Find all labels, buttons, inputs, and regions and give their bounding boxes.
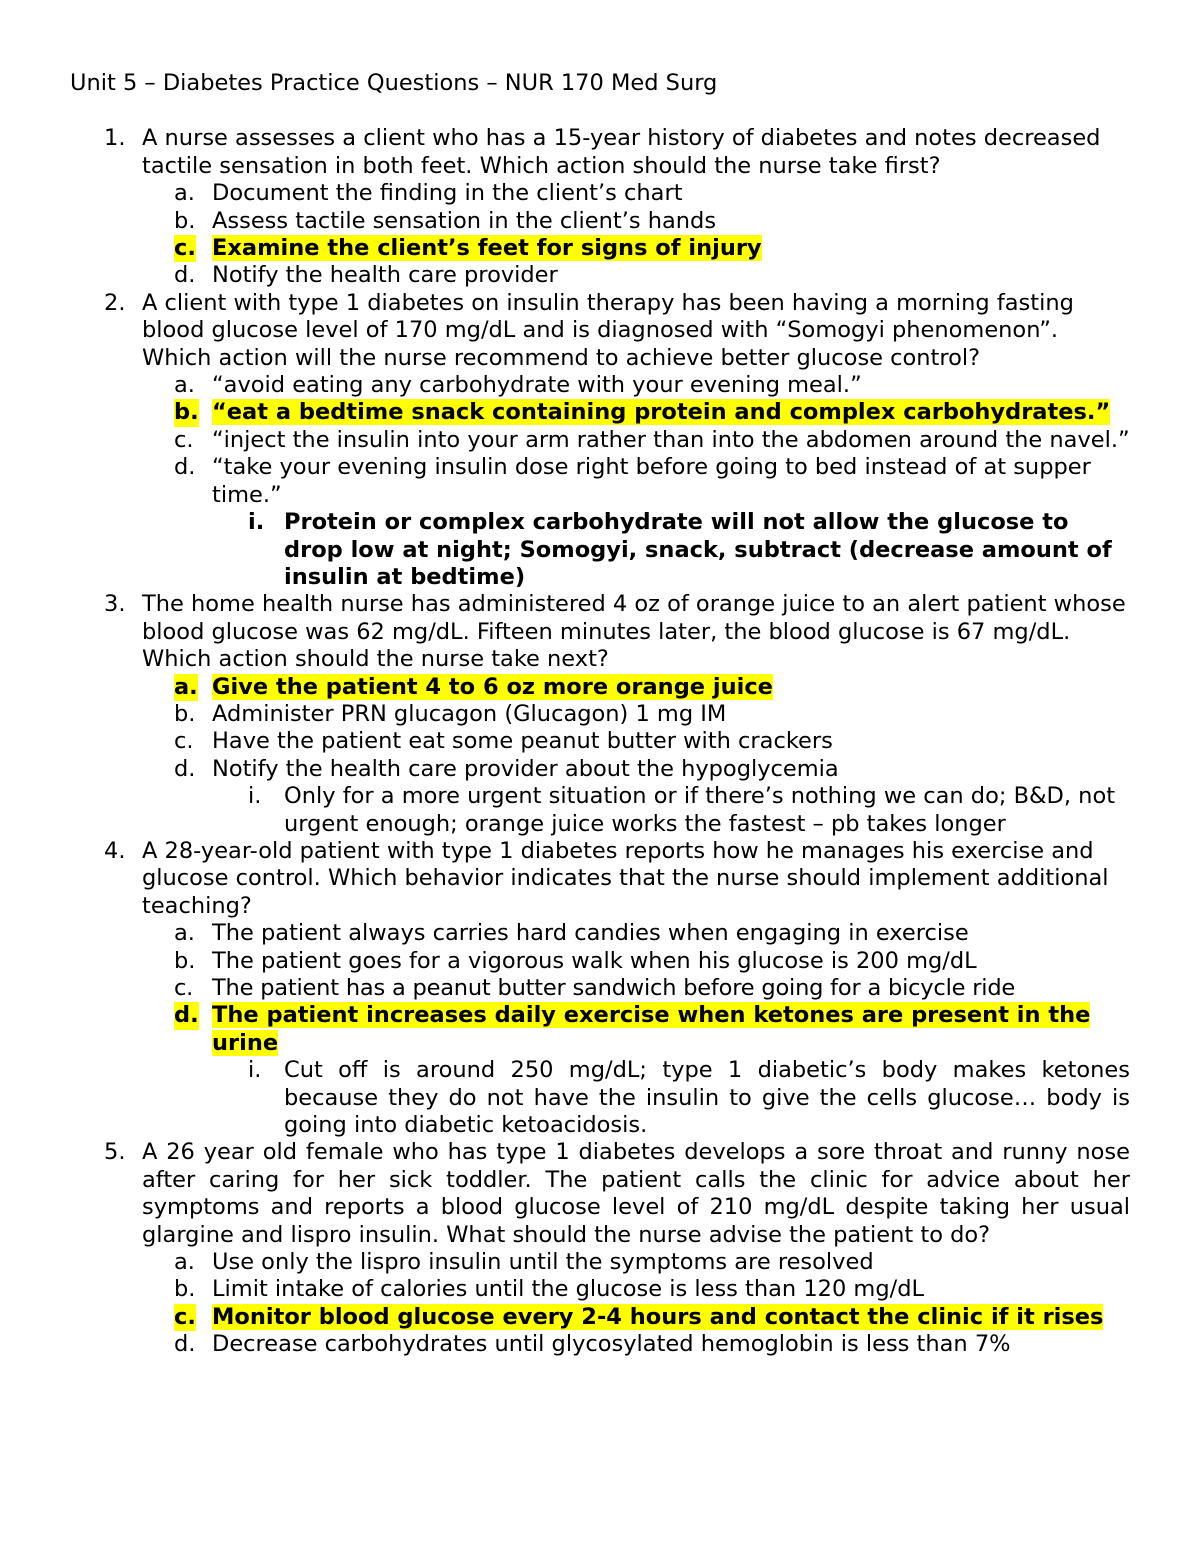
question-text: A 28-year-old patient with type 1 diabetes reports how he manages his exercise and glucose control. Which behavior indicates that the nurse should implement additional teaching? bbox=[142, 837, 1109, 919]
highlighted-answer-text: Give the patient 4 to 6 oz more orange juice bbox=[212, 673, 773, 700]
note-numeral: i. bbox=[248, 1057, 262, 1084]
question-number: 4. bbox=[104, 837, 126, 864]
option-letter: d. bbox=[174, 1002, 199, 1029]
question-number: 2. bbox=[104, 289, 126, 316]
rationale-list bbox=[212, 1057, 1130, 1139]
question-text: A client with type 1 diabetes on insulin therapy has been having a morning fasting blood glucose level of 170 mg/dL and is diagnosed with “Somogyi phenomenon”. Which action will the nurse recommend to achieve better glucose control? bbox=[142, 289, 1074, 371]
question-text: The home health nurse has administered 4 oz of orange juice to an alert patient whose blood glucose was 62 mg/dL. Fifteen minutes later, the blood glucose is 67 mg/dL. Which action should the nurse take next? bbox=[142, 591, 1126, 673]
option-letter: b. bbox=[174, 207, 196, 234]
question-number: 1. bbox=[104, 125, 126, 152]
question-text: A 26 year old female who has type 1 diabetes develops a sore throat and runny nose after caring for her sick toddler. The patient calls the clinic for advice about her symptoms and reports a blood glucose level of 210 mg/dL despite taking her usual glargine and lispro insulin. What should the nurse advise the patient to do? bbox=[142, 1139, 1130, 1248]
option-letter: a. bbox=[174, 673, 198, 700]
option-a bbox=[142, 920, 1130, 947]
option-letter: b. bbox=[174, 947, 196, 974]
option-letter: a. bbox=[174, 180, 195, 207]
highlighted-answer-text: Examine the client’s feet for signs of injury bbox=[212, 235, 762, 262]
option-list bbox=[142, 180, 1130, 290]
rationale-list bbox=[212, 783, 1130, 838]
option-d bbox=[142, 1331, 1130, 1358]
rationale-text: Cut off is around 250 mg/dL; type 1 diabetic’s body makes ketones because they do not have the insulin to give the cells glucose… body is going into diabetic ketoacidosis. bbox=[284, 1057, 1130, 1139]
option-text: Administer PRN glucagon (Glucagon) 1 mg IM bbox=[212, 700, 727, 727]
highlighted-answer-text: The patient increases daily exercise when ketones are present in the urine bbox=[212, 1002, 1091, 1056]
option-text: “take your evening insulin dose right before going to bed instead of at supper time.” bbox=[212, 454, 1091, 508]
option-letter: c. bbox=[174, 1303, 196, 1330]
option-text: Use only the lispro insulin until the symptoms are resolved bbox=[212, 1249, 874, 1276]
rationale-text: Only for a more urgent situation or if there’s nothing we can do; B&D, not urgent enough; orange juice works the fastest – pb takes longer bbox=[284, 783, 1116, 837]
option-a-correct-answer bbox=[142, 674, 1130, 701]
option-c bbox=[142, 975, 1130, 1002]
option-text: The patient goes for a vigorous walk when his glucose is 200 mg/dL bbox=[212, 947, 977, 974]
option-letter: c. bbox=[174, 728, 194, 755]
option-d bbox=[142, 756, 1130, 838]
rationale-note bbox=[212, 509, 1130, 591]
option-text: Decrease carbohydrates until glycosylated hemoglobin is less than 7% bbox=[212, 1331, 1011, 1358]
option-text: Limit intake of calories until the glucose is less than 120 mg/dL bbox=[212, 1276, 925, 1303]
option-text: “inject the insulin into your arm rather than into the abdomen around the navel.” bbox=[212, 426, 1130, 453]
rationale-note bbox=[212, 1057, 1130, 1139]
option-d bbox=[142, 262, 1130, 289]
rationale-text: Protein or complex carbohydrate will not allow the glucose to drop low at night; Somogyi, snack, subtract (decrease amount of insulin at bedtime) bbox=[284, 509, 1112, 590]
option-letter: b. bbox=[174, 1276, 196, 1303]
option-letter: d. bbox=[174, 262, 196, 289]
option-c bbox=[142, 728, 1130, 755]
option-letter: b. bbox=[174, 700, 196, 727]
option-letter: b. bbox=[174, 399, 199, 426]
option-letter: d. bbox=[174, 454, 196, 481]
option-letter: a. bbox=[174, 372, 195, 399]
rationale-note bbox=[212, 783, 1130, 838]
option-list bbox=[142, 674, 1130, 838]
option-c bbox=[142, 427, 1130, 454]
option-letter: c. bbox=[174, 975, 194, 1001]
option-a bbox=[142, 372, 1130, 399]
question-number: 3. bbox=[104, 591, 126, 618]
option-b bbox=[142, 948, 1130, 975]
rationale-list bbox=[212, 509, 1130, 591]
option-letter: d. bbox=[174, 1331, 196, 1358]
option-d-correct-answer bbox=[142, 1002, 1130, 1139]
option-letter: c. bbox=[174, 426, 194, 453]
option-b-correct-answer bbox=[142, 399, 1130, 426]
option-text: The patient always carries hard candies when engaging in exercise bbox=[212, 920, 969, 947]
option-a bbox=[142, 180, 1130, 207]
option-list bbox=[142, 920, 1130, 1139]
option-b bbox=[142, 1276, 1130, 1303]
note-numeral: i. bbox=[248, 509, 265, 536]
option-a bbox=[142, 1249, 1130, 1276]
option-letter: a. bbox=[174, 1249, 195, 1276]
highlighted-answer-text: “eat a bedtime snack containing protein and complex carbohydrates.” bbox=[212, 399, 1111, 426]
question-list bbox=[70, 125, 1130, 1358]
option-c-correct-answer bbox=[142, 235, 1130, 262]
option-text: Notify the health care provider bbox=[212, 262, 558, 289]
question-3 bbox=[70, 591, 1130, 838]
option-letter: a. bbox=[174, 920, 195, 947]
option-list bbox=[142, 1249, 1130, 1359]
option-list bbox=[142, 372, 1130, 591]
option-text: The patient has a peanut butter sandwich before going for a bicycle ride bbox=[212, 975, 1016, 1001]
option-letter: d. bbox=[174, 755, 196, 782]
question-1 bbox=[70, 125, 1130, 289]
question-4 bbox=[70, 838, 1130, 1139]
highlighted-answer-text: Monitor blood glucose every 2-4 hours and contact the clinic if it rises bbox=[212, 1303, 1104, 1330]
question-2 bbox=[70, 290, 1130, 591]
option-letter: c. bbox=[174, 235, 196, 262]
option-text: “avoid eating any carbohydrate with your evening meal.” bbox=[212, 372, 862, 399]
option-b bbox=[142, 701, 1130, 728]
option-text: Document the finding in the client’s chart bbox=[212, 180, 683, 207]
note-numeral: i. bbox=[248, 783, 262, 810]
option-text: Notify the health care provider about the hypoglycemia bbox=[212, 755, 839, 782]
option-text: Have the patient eat some peanut butter with crackers bbox=[212, 728, 833, 755]
option-d bbox=[142, 454, 1130, 591]
option-c-correct-answer bbox=[142, 1304, 1130, 1331]
question-5 bbox=[70, 1139, 1130, 1358]
document-title: Unit 5 – Diabetes Practice Questions – NUR 170 Med Surg bbox=[70, 70, 718, 96]
question-number: 5. bbox=[104, 1139, 126, 1166]
question-text: A nurse assesses a client who has a 15-year history of diabetes and notes decreased tactile sensation in both feet. Which action should the nurse take first? bbox=[142, 125, 1101, 179]
option-b bbox=[142, 208, 1130, 235]
option-text: Assess tactile sensation in the client’s hands bbox=[212, 207, 717, 234]
